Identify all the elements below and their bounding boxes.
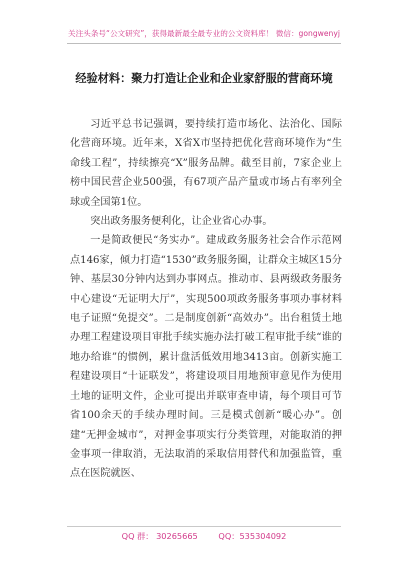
paragraph-heading: 突出政务服务便利化，让企业省心办事。 [90,216,273,228]
footer-qq-contact: QQ：535304092 [218,531,287,541]
document-body [70,115,342,484]
footer [0,531,408,542]
paragraph-measures: 一是简政便民“务实办”。建成政务服务社会合作示范网点146家，倾力打造“1530”政务服务圈，让群众主城区15分钟、基层30分钟内达到办事网点。推动市、县两级政务服务中心建设“无证明大厅”，实现500项政务服务事项办事材料电子证照“免提交”。二是制度创新“高效办”。出台租赁土地办理工程建设项目审批手续实施办法打破工程审批手续“谁的地办给谁”的惯例，累计盘活低效用地3413亩。创新实施工程建设项目“十证联发”，将建设项目用地预审意见作为使用土地的证明文件，企业可提出并联审查申请，每个项目可节省100余天的手续办理时间。三是模式创新“暖心办”。创建“无押金城市”，对押金事项实行分类管理，对能取消的押金事项一律取消，无法取消的采取信用替代和加强监管，重点在医院就医、 [70,235,342,480]
paragraph-intro: 习近平总书记强调，要持续打造市场化、法治化、国际化营商环境。近年来，X省X市坚持把优化营商环境作为“生命线工程”，持续擦亮“X”服务品牌。截至目前，7家企业上榜中国民营企业500强，有67项产品产量或市场占有率列全球或全国第1位。 [70,119,342,208]
header-banner: 关注头条号“公文研究”，获得最新最全最专业的公文资料库！ 微信：gongwenyj [68,29,340,38]
document-title: 经验材料：聚力打造让企业和企业家舒服的营商环境 [75,71,333,85]
footer-divider [67,526,341,527]
footer-qq-group: QQ 群： 30265665 [121,531,198,541]
header-divider [67,43,341,44]
